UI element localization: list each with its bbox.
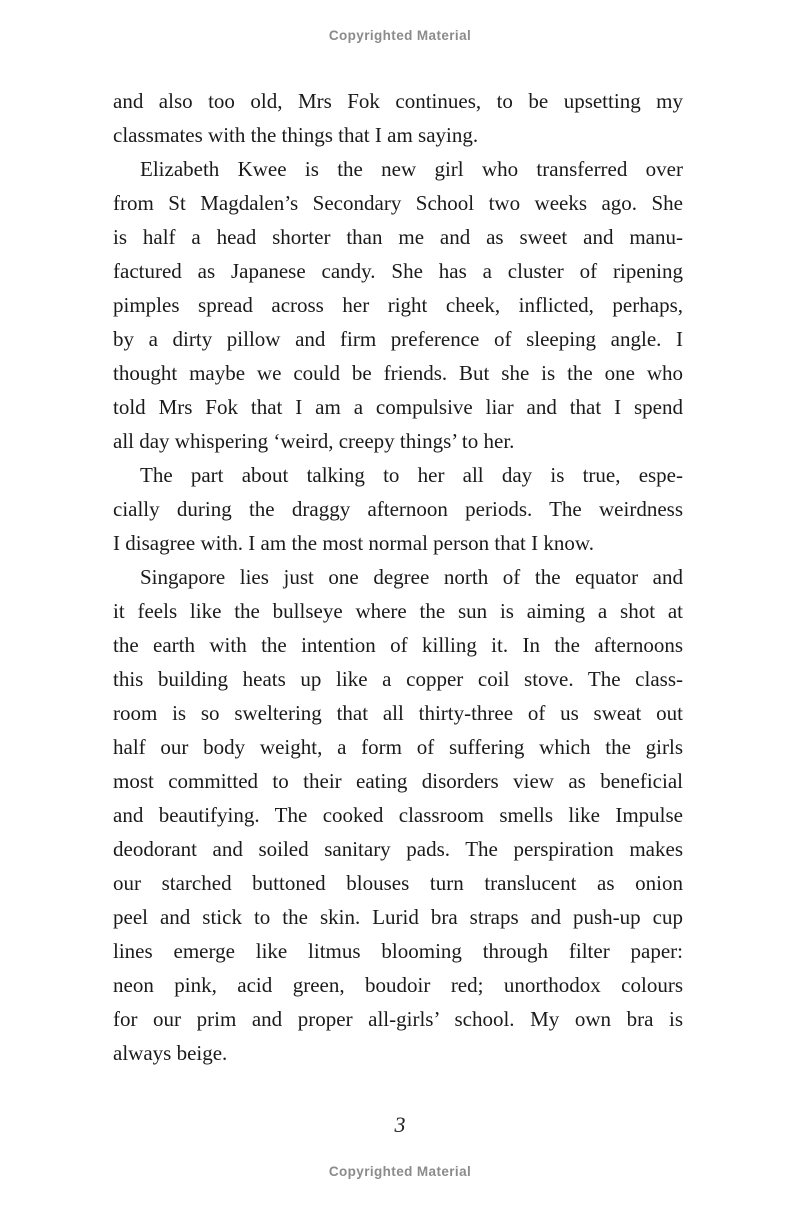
text-line: most committed to their eating disorders view as beneficial [113,769,683,793]
text-line: this building heats up like a copper coil stove. The class- [113,667,683,691]
text-line: cially during the draggy afternoon periods. The weirdness [113,497,683,521]
text-line: lines emerge like litmus blooming through filter paper: [113,939,683,963]
text-line: The part about talking to her all day is true, espe- [140,463,683,487]
copyright-notice-top: Copyrighted Material [328,28,472,43]
text-line: from St Magdalen’s Secondary School two weeks ago. She [113,191,683,215]
text-line: neon pink, acid green, boudoir red; unorthodox colours [113,973,683,997]
text-line: Elizabeth Kwee is the new girl who transferred over [140,157,683,181]
text-line: deodorant and soiled sanitary pads. The perspiration makes [113,837,683,861]
text-line: thought maybe we could be friends. But she is the one who [113,361,683,385]
text-line: Singapore lies just one degree north of the equator and [140,565,683,589]
text-line: always beige. [113,1041,228,1065]
text-line: classmates with the things that I am saying. [113,123,479,147]
text-line: is half a head shorter than me and as sweet and manu- [113,225,683,249]
text-line: told Mrs Fok that I am a compulsive liar and that I spend [113,395,683,419]
text-line: for our prim and proper all-girls’ school. My own bra is [113,1007,683,1031]
page-body [113,84,683,1070]
text-line: it feels like the bullseye where the sun is aiming a shot at [113,599,683,623]
text-line: and also too old, Mrs Fok continues, to be upsetting my [113,89,683,113]
text-line: the earth with the intention of killing it. In the afternoons [113,633,683,657]
text-line: peel and stick to the skin. Lurid bra straps and push-up cup [113,905,683,929]
text-line: I disagree with. I am the most normal person that I know. [113,531,594,555]
text-line: all day whispering ‘weird, creepy things’ to her. [113,429,515,453]
copyright-notice-bottom: Copyrighted Material [328,1164,472,1179]
text-line: room is so sweltering that all thirty-three of us sweat out [113,701,683,725]
page-number: 3 [394,1112,406,1137]
text-line: half our body weight, a form of suffering which the girls [113,735,683,759]
text-line: our starched buttoned blouses turn translucent as onion [113,871,683,895]
text-line: by a dirty pillow and firm preference of sleeping angle. I [113,327,683,351]
text-line: factured as Japanese candy. She has a cluster of ripening [113,259,683,283]
text-line: pimples spread across her right cheek, inflicted, perhaps, [113,293,683,317]
text-line: and beautifying. The cooked classroom smells like Impulse [113,803,683,827]
